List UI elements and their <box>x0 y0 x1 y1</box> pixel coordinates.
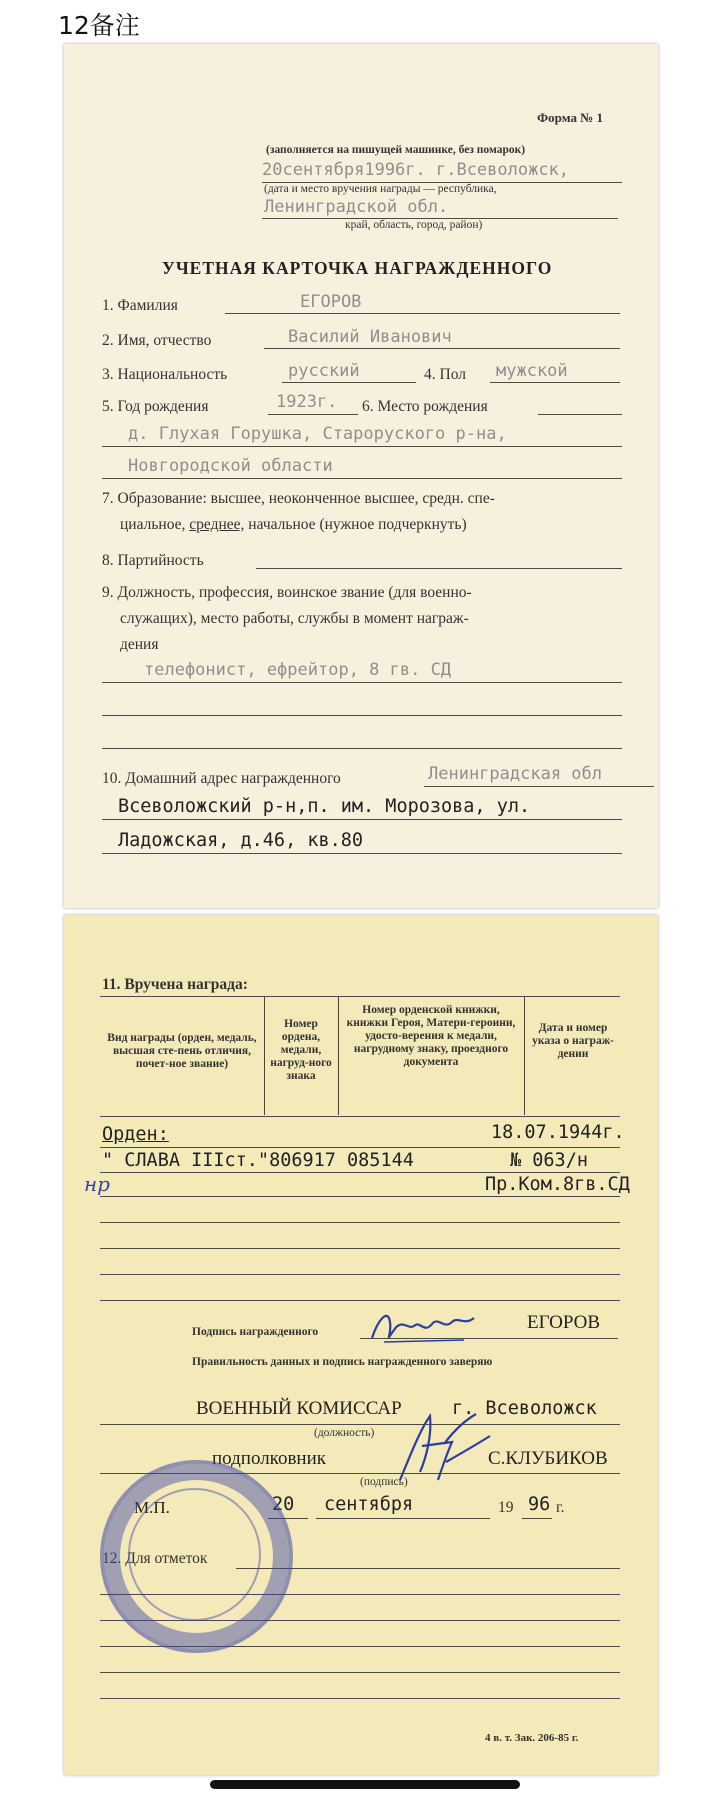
f5-label: 5. Год рождения <box>102 398 209 415</box>
position-caption: (должность) <box>314 1427 375 1439</box>
col-book-number: Номер орденской книжки, книжки Героя, Матери-героини, удосто-верения к медали, нагрудному знаку, проездного документа <box>346 1004 516 1068</box>
row3-right: Пр.Ком.8гв.СД <box>485 1174 630 1195</box>
awardee-signature <box>364 1300 484 1350</box>
date-year-prefix: 19 <box>498 1499 514 1516</box>
commissar-signature <box>386 1406 496 1486</box>
stamp-place: М.П. <box>134 1498 170 1517</box>
commissar-city: г. Всеволожск <box>452 1398 597 1419</box>
f5-value: 1923г. <box>276 392 338 412</box>
col-award-type: Вид награды (орден, медаль, высшая сте-пень отличия, почет-ное звание) <box>107 1032 257 1070</box>
f9-label-1: 9. Должность, профессия, воинское звание (для военно- <box>102 584 472 601</box>
f6-label: 6. Место рождения <box>362 398 488 415</box>
date-month: сентября <box>324 1494 414 1515</box>
region-caption: край, область, город, район) <box>345 219 483 231</box>
f3-label: 3. Национальность <box>102 366 228 383</box>
verify-text: Правильность данных и подпись награжденного заверяю <box>192 1356 493 1368</box>
f2-value: Василий Иванович <box>288 327 452 347</box>
date-place-caption: (дата и место вручения награды — республика, <box>264 183 497 195</box>
form-number: Форма № 1 <box>537 110 604 125</box>
f1-value: ЕГОРОВ <box>300 292 362 312</box>
f9-label-3: дения <box>120 636 159 653</box>
region-value: Ленинградской обл. <box>264 197 449 217</box>
f4-label: 4. Пол <box>424 366 466 383</box>
f10-value-2: Всеволожский р-н,п. им. Морозова, ул. <box>118 796 531 817</box>
note-title: 12备注 <box>58 11 140 40</box>
f3-value: русский <box>288 361 360 381</box>
row1-left: Орден: <box>102 1124 169 1145</box>
commissar-name: С.КЛУБИКОВ <box>488 1448 608 1469</box>
commissar-title: ВОЕННЫЙ КОМИССАР <box>196 1398 402 1419</box>
f7-label-2: циальное, среднее, начальное (нужное подчеркнуть) <box>120 516 467 533</box>
f6-value-1: д. Глухая Горушка, Староруского р-на, <box>128 424 507 444</box>
fill-note: (заполняется на пишущей машинке, без помарок) <box>266 144 526 156</box>
signature-label: Подпись награжденного <box>192 1326 319 1338</box>
print-info: 4 в. т. Зак. 206-85 г. <box>485 1732 579 1744</box>
f10-value-3: Ладожская, д.46, кв.80 <box>118 830 364 851</box>
col-decree: Дата и номер указа о награж-дении <box>532 1022 614 1060</box>
f9-value: телефонист, ефрейтор, 8 гв. СД <box>144 660 452 680</box>
f4-value: мужской <box>496 361 568 381</box>
f7-label-1: 7. Образование: высшее, неоконченное высшее, средн. спе- <box>102 490 495 507</box>
f9-label-2: служащих), место работы, службы в момент награж- <box>120 610 469 627</box>
awardee-name: ЕГОРОВ <box>527 1312 601 1333</box>
row3-mark: нр <box>84 1172 110 1196</box>
row2-right: № 063/н <box>510 1150 588 1171</box>
stamp-inner-ring <box>128 1488 261 1621</box>
sign-caption: (подпись) <box>360 1476 408 1488</box>
rank: подполковник <box>212 1448 326 1469</box>
f12-label: 12. Для отметок <box>102 1550 208 1567</box>
col-award-number: Номер ордена, медали, нагруд-ного знака <box>270 1018 332 1082</box>
date-place-value: 20сентября1996г. г.Всеволожск, <box>262 160 570 180</box>
f6-value-2: Новгородской области <box>128 456 333 476</box>
f8-label: 8. Партийность <box>102 552 204 569</box>
card-title: УЧЕТНАЯ КАРТОЧКА НАГРАЖДЕННОГО <box>162 258 553 278</box>
date-year: 96 <box>528 1494 551 1515</box>
row1-right: 18.07.1944г. <box>491 1122 625 1143</box>
row2-left: " СЛАВА IIIст."806917 085144 <box>102 1150 414 1171</box>
date-day: 20 <box>272 1494 295 1515</box>
f1-label: 1. Фамилия <box>102 297 178 314</box>
date-year-unit: г. <box>556 1499 565 1516</box>
f10-value-1: Ленинградская обл <box>428 764 602 784</box>
f2-label: 2. Имя, отчество <box>102 332 212 349</box>
selected-education: среднее, <box>189 516 245 533</box>
home-indicator[interactable] <box>210 1780 520 1789</box>
f10-label: 10. Домашний адрес награжденного <box>102 770 341 787</box>
f11-label: 11. Вручена награда: <box>102 976 248 993</box>
